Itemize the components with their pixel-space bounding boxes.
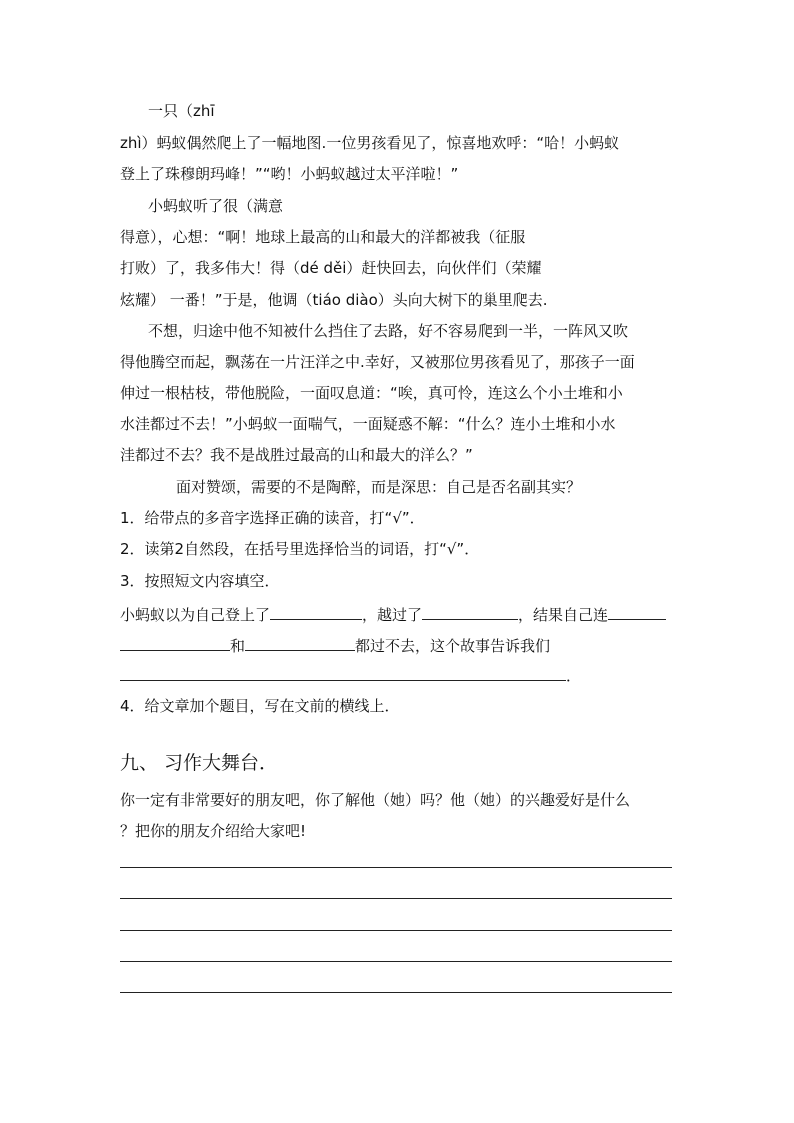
passage-moral: 面对赞颂，需要的不是陶醉，而是深思：自己是否名副其实？ [176,478,582,496]
passage-line: 得他腾空而起，飘荡在一片汪洋之中.幸好，又被那位男孩看见了，那孩子一面 [120,353,635,371]
fill-text: 小蚂蚁以为自己登上了 [120,606,271,624]
question-1: 1．给带点的多音字选择正确的读音，打“√”． [120,509,425,527]
writing-answer-line[interactable] [120,992,672,993]
passage-intro-line: 一只（zhī [148,102,215,120]
question-3-fill-row-1 [120,603,666,625]
writing-prompt-line: 你一定有非常要好的朋友吧，你了解他（她）吗？他（她）的兴趣爱好是什么 [120,791,631,809]
fill-blank-2[interactable] [422,603,518,620]
fill-blank-3[interactable] [608,603,666,620]
passage-line: 不想，归途中他不知被什么挡住了去路，好不容易爬到一半，一阵风又吹 [148,322,629,340]
writing-answer-line[interactable] [120,961,672,962]
passage-line: 得意），心想：“啊！地球上最高的山和最大的洋都被我（征服 [120,228,526,246]
passage-line: 洼都过不去？我不是战胜过最高的山和最大的洋么？” [120,446,473,464]
fill-blank-4[interactable] [120,634,230,651]
fill-text: ，越过了 [362,606,423,624]
passage-line: 水洼都过不去！”小蚂蚁一面喘气，一面疑惑不解：“什么？连小土堆和小水 [120,415,616,433]
question-2: 2．读第2自然段，在括号里选择恰当的词语，打“√”． [120,540,480,558]
writing-prompt-line: ？把你的朋友介绍给大家吧! [120,822,307,840]
question-4: 4．给文章加个题目，写在文前的横线上． [120,697,400,715]
fill-text: ． [566,667,582,685]
passage-line: 打败）了，我多伟大！得（dé děi）赶快回去，向伙伴们（荣耀 [120,259,542,277]
passage-line: 登上了珠穆朗玛峰！”“哟！小蚂蚁越过太平洋啦！” [120,165,459,183]
fill-blank-1[interactable] [270,603,362,620]
passage-line: 伸过一根枯枝，带他脱险，一面叹息道：“唉，真可怜，连这么个小土堆和小 [120,384,623,402]
question-3: 3．按照短文内容填空． [120,572,280,590]
question-3-fill-row-3 [120,664,581,686]
passage-line: 炫耀） 一番！”于是，他调（tiáo diào）头向大树下的巢里爬去. [120,291,548,309]
writing-answer-line[interactable] [120,898,672,899]
question-3-fill-row-2 [120,634,550,656]
fill-blank-6[interactable] [120,664,566,681]
writing-answer-line[interactable] [120,867,672,868]
fill-text: ，结果自己连 [518,606,609,624]
writing-answer-line[interactable] [120,930,672,931]
fill-text: 都过不去，这个故事告诉我们 [355,637,551,655]
passage-line: 小蚂蚁听了很（满意 [148,197,284,215]
passage-line: zhì）蚂蚁偶然爬上了一幅地图.一位男孩看见了，惊喜地欢呼：“哈！小蚂蚁 [120,134,620,152]
section-heading: 九、 习作大舞台． [120,752,279,774]
fill-text: 和 [230,637,246,655]
fill-blank-5[interactable] [245,634,355,651]
